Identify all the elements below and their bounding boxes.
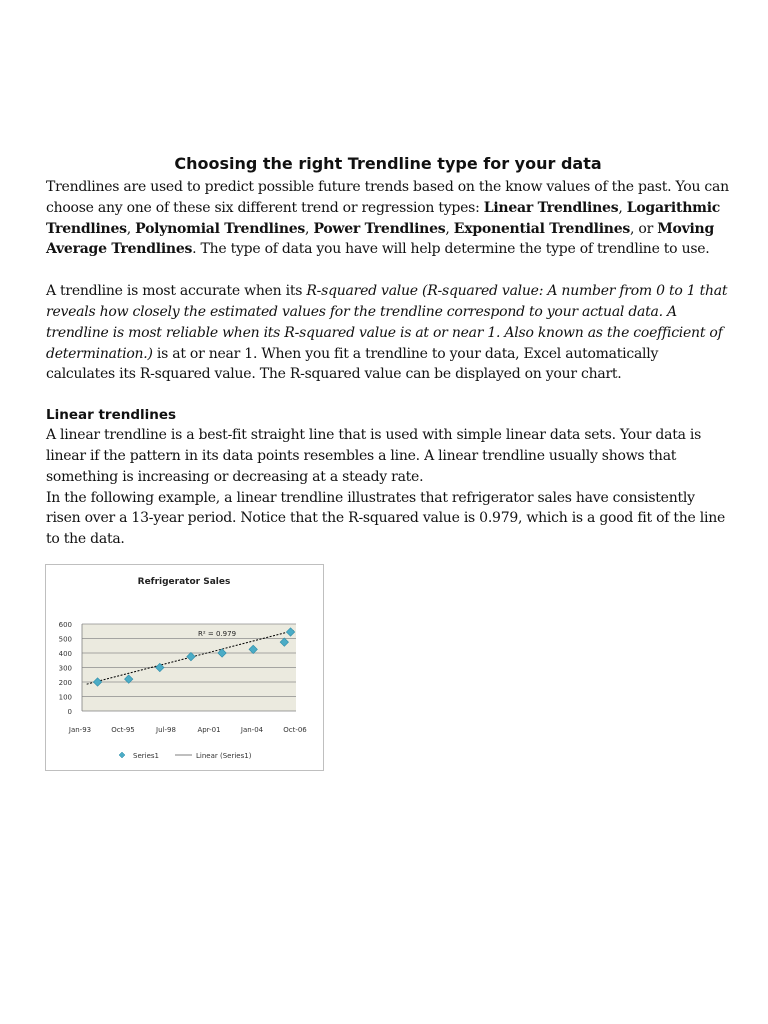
legend-series-label: Series1: [133, 752, 159, 760]
legend-series-marker: [119, 752, 125, 758]
intro-sep: ,: [445, 220, 454, 237]
legend-trend-label: Linear (Series1): [196, 752, 252, 760]
linear-paragraph-2: In the following example, a linear trendline illustrates that refrigerator sales have consistently risen over a 13-year period. Notice that the R-squared value is 0.979, which is a good fit of the line to the data.: [46, 489, 726, 548]
x-tick-label: Oct-95: [111, 726, 135, 734]
rsquared-paragraph: [46, 281, 730, 385]
r-squared-annotation: R² = 0.979: [198, 630, 237, 638]
y-tick-label: 400: [58, 650, 72, 658]
intro-sep: ,: [126, 220, 136, 237]
y-tick-label: 600: [58, 621, 72, 629]
intro-text: Trendlines are used to predict possible future trends based on the know values of the past. You can choose any one of these six different trend or regression types:: [46, 179, 729, 216]
chart-svg: [46, 565, 323, 770]
intro-text-end: . The type of data you have will help determine the type of trendline to use.: [192, 241, 710, 258]
document-body: [46, 153, 730, 550]
term-logarithmic: Logarithmic Trendlines: [46, 199, 721, 237]
section-heading-linear: Linear trendlines: [46, 407, 177, 424]
y-tick-label: 300: [58, 664, 72, 673]
y-tick-label: 0: [67, 708, 72, 716]
term-polynomial: Polynomial Trendlines: [135, 220, 306, 237]
x-tick-label: Apr-01: [197, 726, 221, 734]
chart-title: Refrigerator Sales: [137, 577, 231, 587]
rsquared-text-end: is at or near 1. When you fit a trendline to your data, Excel automatically calculates its R-squared value. The R-squared value can be displayed on your chart.: [46, 345, 659, 383]
x-tick-label: Jul-98: [156, 726, 176, 734]
intro-sep: , or: [630, 220, 658, 237]
term-exponential: Exponential Trendlines: [453, 220, 631, 237]
page-title: Choosing the right Trendline type for your data: [174, 154, 602, 173]
x-tick-label: Jan-93: [68, 726, 92, 734]
y-tick-label: 100: [58, 693, 72, 702]
rsquared-definition: R-squared value (R-squared value: A number from 0 to 1 that reveals how closely the estimated values for the trendline correspond to your actual data. A trendline is most reliable when its R-squared value is at or near 1. Also known as the coefficient of determination.): [46, 283, 728, 362]
x-tick-label: Oct-06: [283, 726, 307, 734]
intro-sep: ,: [618, 199, 627, 216]
y-tick-label: 200: [58, 679, 72, 687]
x-tick-label: Jan-04: [240, 726, 264, 734]
linear-paragraph-1: A linear trendline is a best-fit straight line that is used with simple linear data sets. Your data is linear if the pattern in its data points resembles a line. A linear trendline usually shows that something is increasing or decreasing at a steady rate.: [46, 427, 702, 485]
intro-sep: ,: [305, 220, 314, 237]
y-tick-label: 500: [58, 635, 72, 644]
term-moving-average: Moving Average Trendlines: [46, 220, 715, 258]
term-power: Power Trendlines: [313, 220, 446, 237]
intro-paragraph: [46, 177, 730, 260]
refrigerator-sales-chart: [45, 564, 324, 771]
term-linear: Linear Trendlines: [483, 199, 619, 216]
rsquared-text: A trendline is most accurate when its: [46, 283, 307, 300]
